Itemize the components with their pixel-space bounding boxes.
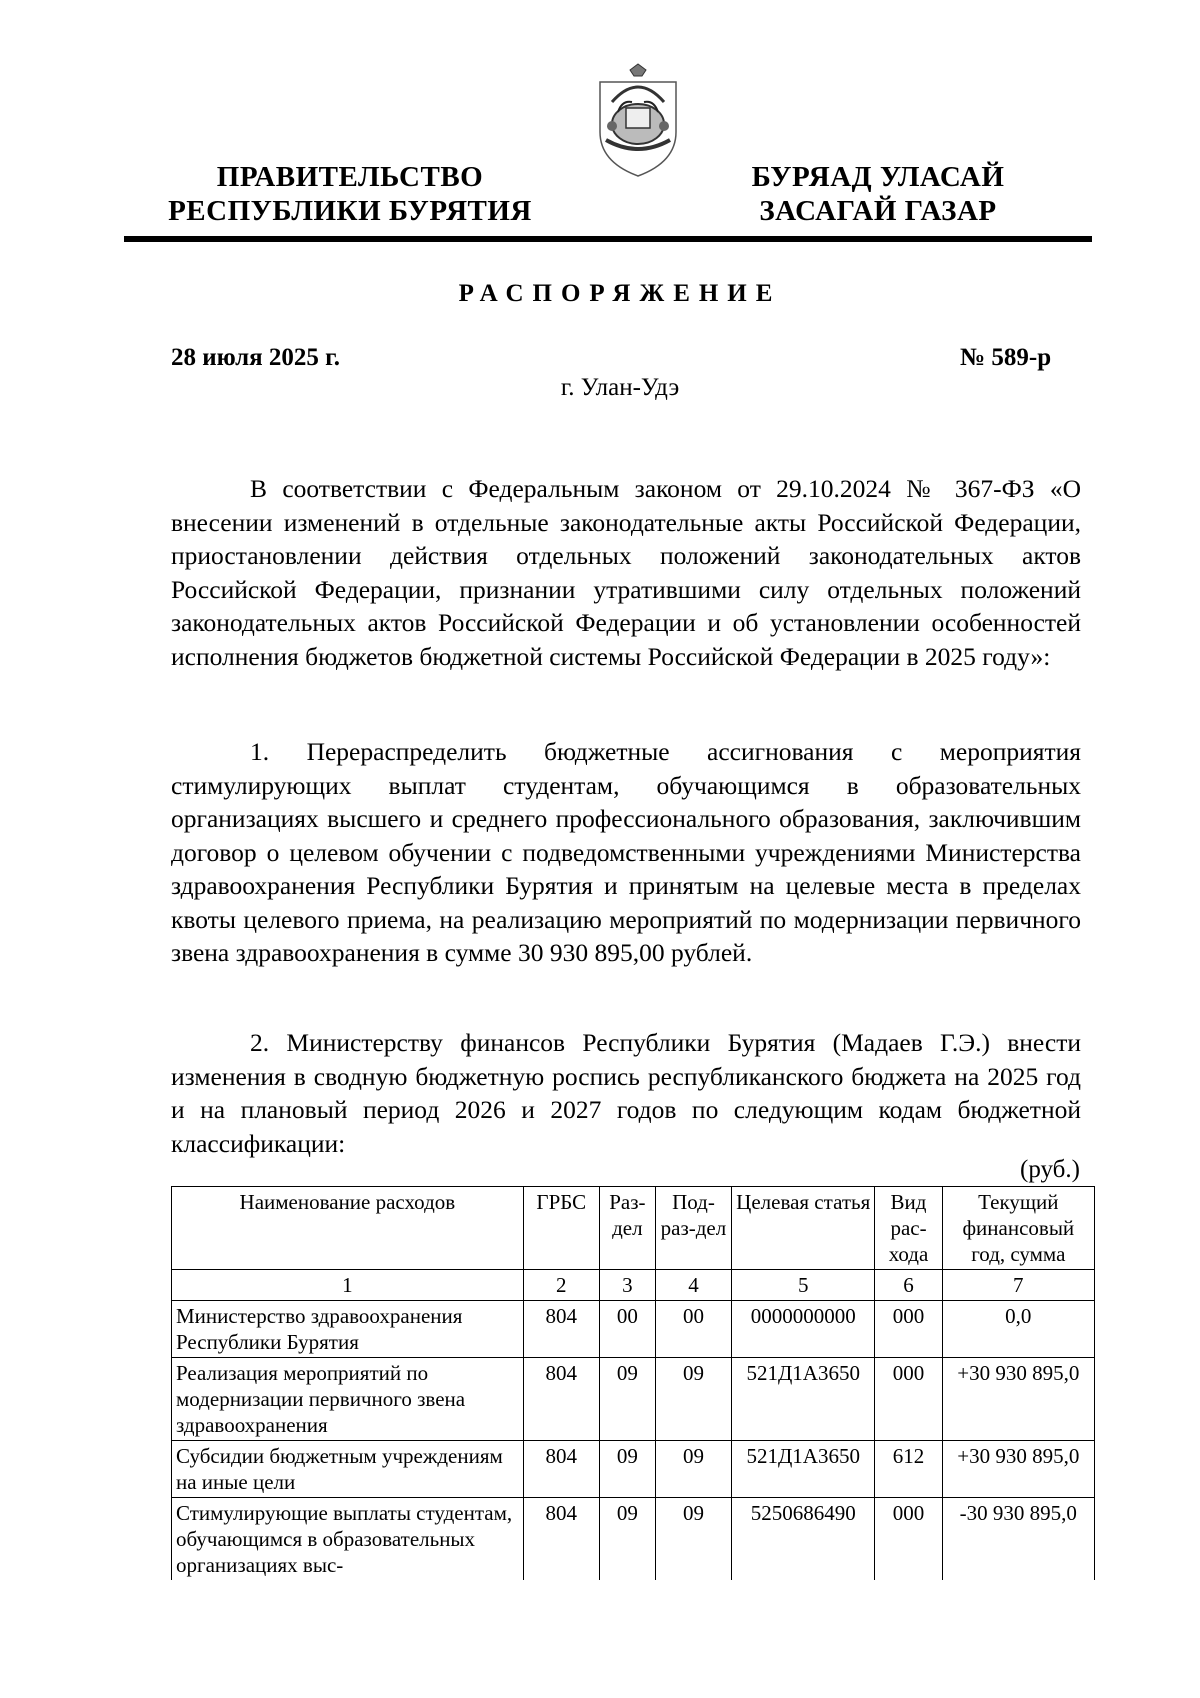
government-name-buryat — [712, 160, 1044, 228]
document-city: г. Улан-Удэ — [560, 374, 680, 401]
government-name-buryat-line1: БУРЯАД УЛАСАЙ — [751, 161, 1005, 193]
government-name-line1: ПРАВИТЕЛЬСТВО — [216, 161, 484, 193]
intro-paragraph: В соответствии с Федеральным законом от 29.10.2024 № 367-ФЗ «О внесении изменений в отдельные законодательные акты Российской Федерации, приостановлении действия отдельных положений законодательных актов Российской Федерации, признании утратившими силу отдельных положений законодательных актов Российской Федерации и об установлении особенностей исполнения бюджетов бюджетной системы Российской Федерации в 2025 году»: — [171, 474, 1081, 671]
row-vid: 000 — [875, 1358, 942, 1441]
index-cell: 1 — [172, 1270, 524, 1301]
government-name-line2: РЕСПУБЛИКИ БУРЯТИЯ — [168, 195, 532, 227]
index-cell: 2 — [523, 1270, 599, 1301]
document-number: № 589-р — [960, 344, 1052, 371]
coat-of-arms-emblem — [592, 62, 684, 180]
row-podrazdel: 09 — [655, 1358, 731, 1441]
row-vid: 000 — [875, 1498, 942, 1581]
row-name: Министерство здравоохранения Республики Бурятия — [172, 1301, 524, 1358]
row-podrazdel: 09 — [655, 1441, 731, 1498]
index-cell: 4 — [655, 1270, 731, 1301]
row-grbs: 804 — [523, 1498, 599, 1581]
row-grbs: 804 — [523, 1301, 599, 1358]
row-vid: 612 — [875, 1441, 942, 1498]
row-target: 521Д1А3650 — [732, 1441, 875, 1498]
row-target: 0000000000 — [732, 1301, 875, 1358]
budget-table — [171, 1186, 1095, 1580]
government-name-russian — [160, 160, 540, 228]
header-sum: Текущий финансовый год, сумма — [942, 1187, 1094, 1270]
index-cell: 3 — [599, 1270, 655, 1301]
row-name: Стимулирующие выплаты студентам, обучающимся в образовательных организациях выс- — [172, 1498, 524, 1581]
row-grbs: 804 — [523, 1441, 599, 1498]
header-razdel: Раз-дел — [599, 1187, 655, 1270]
row-razdel: 09 — [599, 1358, 655, 1441]
table-index-row — [172, 1270, 1095, 1301]
header-grbs: ГРБС — [523, 1187, 599, 1270]
document-date: 28 июля 2025 г. — [171, 344, 340, 371]
item-2-paragraph: 2. Министерству финансов Республики Бурятия (Мадаев Г.Э.) внести изменения в сводную бюджетную роспись республиканского бюджета на 2025 год и на плановый период 2026 и 2027 годов по следующим кодам бюджетной классификации: — [171, 1028, 1081, 1158]
index-cell: 7 — [942, 1270, 1094, 1301]
row-sum: +30 930 895,0 — [942, 1441, 1094, 1498]
row-vid: 000 — [875, 1301, 942, 1358]
header-divider — [124, 236, 1092, 242]
row-razdel: 09 — [599, 1441, 655, 1498]
header-vid: Вид рас-хода — [875, 1187, 942, 1270]
table-row — [172, 1358, 1095, 1441]
table-row — [172, 1301, 1095, 1358]
row-sum: -30 930 895,0 — [942, 1498, 1094, 1581]
index-cell: 6 — [875, 1270, 942, 1301]
table-row — [172, 1498, 1095, 1581]
header-podrazdel: Под-раз-дел — [655, 1187, 731, 1270]
row-podrazdel: 00 — [655, 1301, 731, 1358]
table-unit-label: (руб.) — [1020, 1156, 1080, 1183]
index-cell: 5 — [732, 1270, 875, 1301]
table-header-row — [172, 1187, 1095, 1270]
row-target: 521Д1А3650 — [732, 1358, 875, 1441]
row-sum: 0,0 — [942, 1301, 1094, 1358]
item-1-paragraph: 1. Перераспределить бюджетные ассигнования с мероприятия стимулирующих выплат студентам, обучающимся в образовательных организациях высшего и среднего профессионального образования, заключившим договор о целевом обучении с подведомственными учреждениями Министерства здравоохранения Республики Бурятия и принятым на целевые места в пределах квоты целевого приема, на реализацию мероприятий по модернизации первичного звена здравоохранения в сумме 30 930 895,00 рублей. — [171, 737, 1081, 967]
row-sum: +30 930 895,0 — [942, 1358, 1094, 1441]
row-name: Реализация мероприятий по модернизации первичного звена здравоохранения — [172, 1358, 524, 1441]
header-name: Наименование расходов — [172, 1187, 524, 1270]
row-grbs: 804 — [523, 1358, 599, 1441]
row-name: Субсидии бюджетным учреждениям на иные цели — [172, 1441, 524, 1498]
row-target: 5250686490 — [732, 1498, 875, 1581]
header-target: Целевая статья — [732, 1187, 875, 1270]
government-name-buryat-line2: ЗАСАГАЙ ГАЗАР — [759, 195, 997, 227]
table-row — [172, 1441, 1095, 1498]
row-razdel: 09 — [599, 1498, 655, 1581]
row-podrazdel: 09 — [655, 1498, 731, 1581]
document-type: РАСПОРЯЖЕНИЕ — [458, 280, 782, 307]
row-razdel: 00 — [599, 1301, 655, 1358]
